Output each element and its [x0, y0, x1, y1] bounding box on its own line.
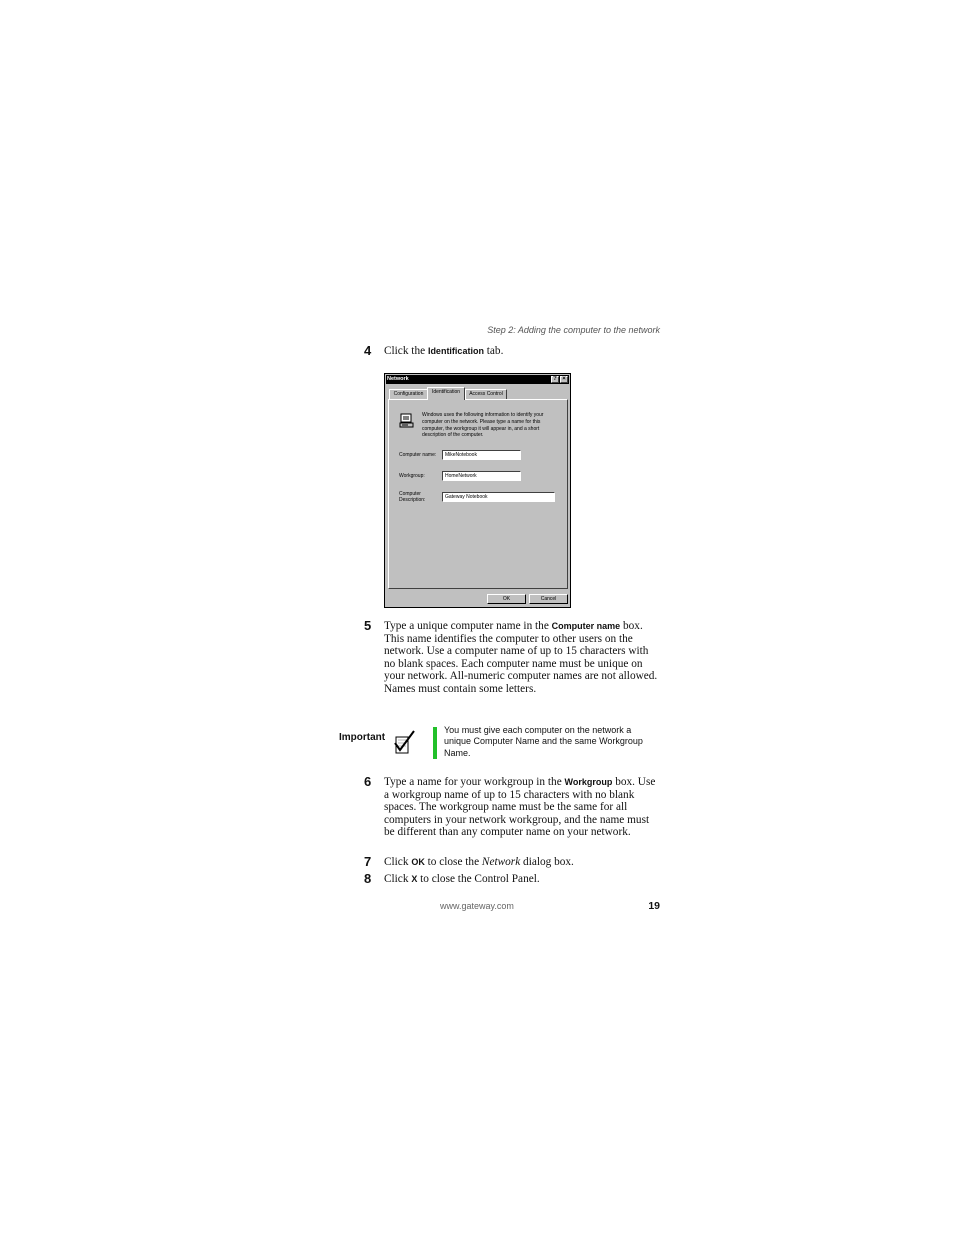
- step-5-text: [384, 620, 660, 695]
- step-text-emphasis: Network: [481, 856, 521, 868]
- step-text-pre: Type a unique computer name in the: [384, 620, 552, 632]
- step-text-pre: Click: [384, 856, 412, 868]
- computer-description-input[interactable]: Gateway Notebook: [442, 492, 555, 502]
- workgroup-label: Workgroup:: [399, 473, 425, 479]
- tab-identification[interactable]: Identification: [427, 387, 465, 400]
- step-text-mid: to close the: [424, 856, 482, 868]
- computer-name-label: Computer name:: [399, 452, 437, 458]
- step-text-pre: Click the: [384, 345, 428, 357]
- step-text-pre: Click: [384, 873, 412, 885]
- important-label: Important: [339, 732, 386, 743]
- ui-term: Identification: [427, 346, 484, 356]
- tab-configuration[interactable]: Configuration: [389, 389, 428, 399]
- identification-description: Windows uses the following information to identify your computer on the network. Please type a name for this computer, the workgroup it will appear in, and a short description of the computer.: [422, 412, 544, 439]
- important-text: You must give each computer on the network a unique Computer Name and the same Workgroup Name.: [444, 725, 643, 758]
- step-text-post: box. This name identifies the computer to other users on the network. Use a computer name of up to 15 characters with no blank spaces. Each computer name must be unique on your network. All-numeric computer names are not allowed. Names must contain some letters.: [384, 620, 658, 695]
- close-button[interactable]: ×: [560, 376, 568, 383]
- dialog-titlebar: [386, 375, 569, 384]
- footer-url: www.gateway.com: [440, 901, 514, 911]
- help-button[interactable]: ?: [551, 376, 559, 383]
- step-text-post: tab.: [483, 345, 504, 357]
- step-number: 5: [364, 618, 372, 633]
- step-text-post: box. Use a workgroup name of up to 15 characters with no blank spaces. The workgroup name must be the same for all computers in your network workgroup, and the name must be different than any computer name on your network.: [384, 776, 656, 838]
- step-number: 8: [364, 871, 372, 886]
- computer-icon: [399, 413, 415, 429]
- step-text-post: dialog box.: [520, 856, 574, 868]
- ui-term: Computer name: [551, 621, 621, 631]
- step-number: 6: [364, 774, 372, 789]
- ok-button[interactable]: OK: [487, 594, 526, 604]
- network-dialog: [384, 373, 571, 608]
- workgroup-input[interactable]: HomeNetwork: [442, 471, 521, 481]
- ui-term: Workgroup: [564, 777, 613, 787]
- step-text-post: to close the Control Panel.: [417, 873, 540, 885]
- dialog-title: Network: [387, 376, 409, 382]
- description-label-line1: Computer: [399, 491, 421, 497]
- computer-description-label: [399, 491, 425, 503]
- step-4-text: [384, 345, 660, 358]
- computer-name-input[interactable]: MikeNotebook: [442, 450, 521, 460]
- step-7-text: [384, 856, 660, 869]
- checkmark-notepad-icon: [394, 729, 416, 755]
- step-number: 7: [364, 854, 372, 869]
- cancel-button[interactable]: Cancel: [529, 594, 568, 604]
- step-8-text: [384, 873, 660, 886]
- important-accent-bar: [433, 727, 437, 759]
- step-number: 4: [364, 343, 372, 358]
- ui-term: OK: [411, 857, 425, 867]
- tab-access-control[interactable]: Access Control: [465, 389, 507, 399]
- page-number: 19: [648, 900, 660, 912]
- step-6-text: [384, 776, 660, 839]
- step-text-pre: Type a name for your workgroup in the: [384, 776, 565, 788]
- running-header: Step 2: Adding the computer to the network: [487, 325, 660, 335]
- description-label-line2: Description:: [399, 497, 426, 503]
- ui-term: X: [411, 874, 418, 884]
